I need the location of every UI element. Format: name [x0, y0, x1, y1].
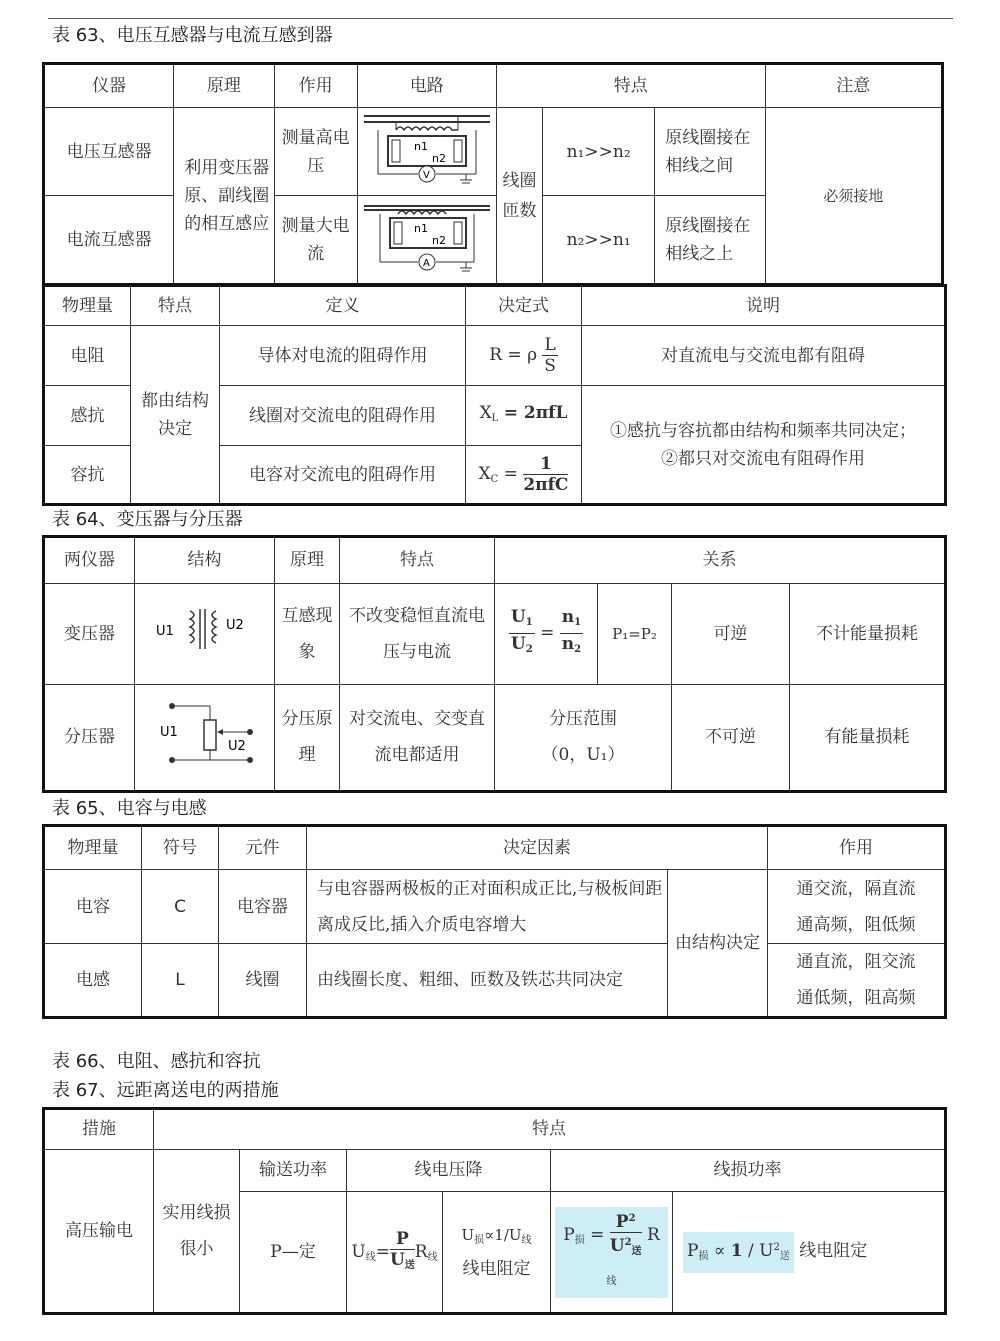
- header-instrument: 仪器: [44, 64, 174, 108]
- voltage-divider-symbol-icon: [150, 698, 260, 768]
- subheader-voltage-drop: 线电压降: [347, 1149, 551, 1192]
- transformer-symbol-icon: [150, 599, 260, 659]
- table64-caption: 表 64、变压器与分压器: [52, 509, 243, 530]
- row-inductive-reactance: 感抗: [44, 386, 131, 446]
- feature-ratio-voltage: n₁>>n₂: [543, 108, 655, 196]
- row-resistance: 电阻: [44, 326, 131, 386]
- formula-resistance: R = ρ $\frac{L}{S}$: [466, 326, 582, 386]
- transformer-power: P₁=P₂: [598, 583, 672, 684]
- header-explanation: 说明: [582, 286, 946, 326]
- header-relation: 关系: [495, 537, 946, 584]
- power-loss-formula: $P_损$ = $\frac{P^2}{U^2_送}$ $R_线$: [551, 1192, 673, 1314]
- header-devices: 两仪器: [44, 537, 135, 584]
- current-transformer-circuit-icon: [362, 196, 492, 274]
- feature-connection-current: 原线圈接在相线之上: [655, 196, 765, 285]
- table63-caption: 表 63、电压互感器与电流互感到器: [52, 25, 333, 46]
- header-definition: 定义: [220, 286, 466, 326]
- voltage-drop-proportional: $U_损\propto 1/U_线$ 线电阻定: [443, 1192, 551, 1314]
- header-feature: 特点: [340, 537, 495, 584]
- svg-text:n2: n2: [431, 152, 446, 165]
- svg-text:U1: U1: [155, 624, 174, 640]
- power-loss-proportional: $P_损 \propto 1 / U^2_送$ 线电阻定: [673, 1192, 946, 1314]
- formula-capacitive: $X_C$ = $\frac{1}{\text{2πfC}}$: [466, 446, 582, 505]
- table65: [42, 824, 947, 1019]
- header-element: 元件: [219, 826, 307, 870]
- header-feature: 特点: [154, 1109, 946, 1150]
- factor-capacitance: 与电容器两极板的正对面积成正比,与极板间距离成反比,插入介质电容增大: [307, 870, 668, 944]
- explanation-reactance: ①感抗与容抗都由结构和频率共同决定； ②都只对交流电有阻碍作用: [582, 386, 946, 505]
- power-constant: P—定: [240, 1192, 347, 1314]
- svg-text:n1: n1: [413, 222, 428, 235]
- feature-connection-voltage: 原线圈接在相线之间: [655, 108, 765, 196]
- row-voltage-transformer: 电压互感器: [44, 108, 174, 196]
- definition-inductive: 线圈对交流电的阻碍作用: [220, 386, 466, 446]
- definition-resistance: 导体对电流的阻碍作用: [220, 326, 466, 386]
- top-rule: [48, 18, 953, 19]
- header-principle: 原理: [174, 64, 274, 108]
- divider-structure: [135, 684, 275, 791]
- svg-text:n2: n2: [431, 234, 446, 247]
- note-grounding: 必须接地: [765, 108, 942, 285]
- header-structure: 结构: [135, 537, 275, 584]
- common-factor: 由结构决定: [668, 870, 768, 1018]
- feature-structure: 都由结构决定: [131, 326, 220, 505]
- svg-text:U2: U2: [225, 618, 244, 634]
- header-symbol: 符号: [142, 826, 219, 870]
- transformer-feature: 不改变稳恒直流电压与电流: [340, 583, 495, 684]
- table63: [42, 62, 944, 286]
- row-current-transformer: 电流互感器: [44, 196, 174, 285]
- header-circuit: 电路: [357, 64, 496, 108]
- header-quantity: 物理量: [44, 826, 142, 870]
- transformer-structure: [135, 583, 275, 684]
- feature-ratio-current: n₂>>n₁: [543, 196, 655, 285]
- svg-text:U1: U1: [159, 724, 178, 740]
- circuit-voltage-diagram: [357, 108, 496, 196]
- voltage-transformer-circuit-icon: [362, 108, 492, 186]
- row-capacitance: 电容: [44, 870, 142, 944]
- header-note: 注意: [765, 64, 942, 108]
- circuit-current-diagram: [357, 196, 496, 285]
- purpose-current: 测量大电流: [274, 196, 357, 285]
- divider-principle: 分压原理: [275, 684, 340, 791]
- table65-caption: 表 65、电容与电感: [52, 798, 207, 819]
- svg-text:n1: n1: [413, 140, 428, 153]
- divider-loss: 有能量损耗: [790, 684, 946, 791]
- row-divider: 分压器: [44, 684, 135, 791]
- formula-inductive: $X_L = 2\pi fL$: [466, 386, 582, 446]
- svg-text:A: A: [422, 258, 430, 269]
- row-inductance: 电感: [44, 944, 142, 1018]
- subheader-power: 输送功率: [240, 1149, 347, 1192]
- row-transformer: 变压器: [44, 583, 135, 684]
- table66-caption: 表 66、电阻、感抗和容抗: [52, 1051, 261, 1072]
- symbol-inductance: L: [142, 944, 219, 1018]
- effect-capacitance: 通交流，隔直流 通高频，阻低频: [768, 870, 946, 944]
- transformer-principle: 互感现象: [275, 583, 340, 684]
- header-measure: 措施: [44, 1109, 154, 1150]
- row-capacitive-reactance: 容抗: [44, 446, 131, 505]
- element-coil: 线圈: [219, 944, 307, 1018]
- header-formula: 决定式: [466, 286, 582, 326]
- measure-high-voltage: 高压输电: [44, 1149, 154, 1313]
- effect-low-loss: 实用线损很小: [154, 1149, 240, 1313]
- purpose-voltage: 测量高电压: [274, 108, 357, 196]
- table67-caption: 表 67、远距离送电的两措施: [52, 1080, 279, 1101]
- transformer-loss: 不计能量损耗: [790, 583, 946, 684]
- divider-reversible: 不可逆: [672, 684, 790, 791]
- divider-feature: 对交流电、交变直流电都适用: [340, 684, 495, 791]
- svg-text:U2: U2: [227, 738, 246, 754]
- factor-inductance: 由线圈长度、粗细、匝数及铁芯共同决定: [307, 944, 668, 1018]
- effect-inductance: 通直流，阻交流 通低频，阻高频: [768, 944, 946, 1018]
- header-purpose: 作用: [274, 64, 357, 108]
- table67: [42, 1107, 947, 1315]
- transformer-ratio: $\frac{U_1}{U_2}$ = $\frac{n_1}{n_2}$: [495, 583, 598, 684]
- divider-range: 分压范围 （0，U₁）: [495, 684, 672, 791]
- feature-label: 线圈匝数: [496, 108, 542, 285]
- svg-text:V: V: [422, 170, 430, 181]
- header-feature: 特点: [131, 286, 220, 326]
- header-effect: 作用: [768, 826, 946, 870]
- table64: [42, 535, 947, 793]
- voltage-drop-formula: $U_线=$ $\frac{P}{U_送}$ $R_线$: [347, 1192, 443, 1314]
- principle-cell: 利用变压器原、副线圈的相互感应: [174, 108, 274, 285]
- element-capacitor: 电容器: [219, 870, 307, 944]
- table66: [42, 284, 947, 506]
- header-factors: 决定因素: [307, 826, 768, 870]
- symbol-capacitance: C: [142, 870, 219, 944]
- subheader-power-loss: 线损功率: [551, 1149, 946, 1192]
- explanation-resistance: 对直流电与交流电都有阻碍: [582, 326, 946, 386]
- header-quantity: 物理量: [44, 286, 131, 326]
- definition-capacitive: 电容对交流电的阻碍作用: [220, 446, 466, 505]
- transformer-reversible: 可逆: [672, 583, 790, 684]
- header-principle: 原理: [275, 537, 340, 584]
- header-feature: 特点: [496, 64, 765, 108]
